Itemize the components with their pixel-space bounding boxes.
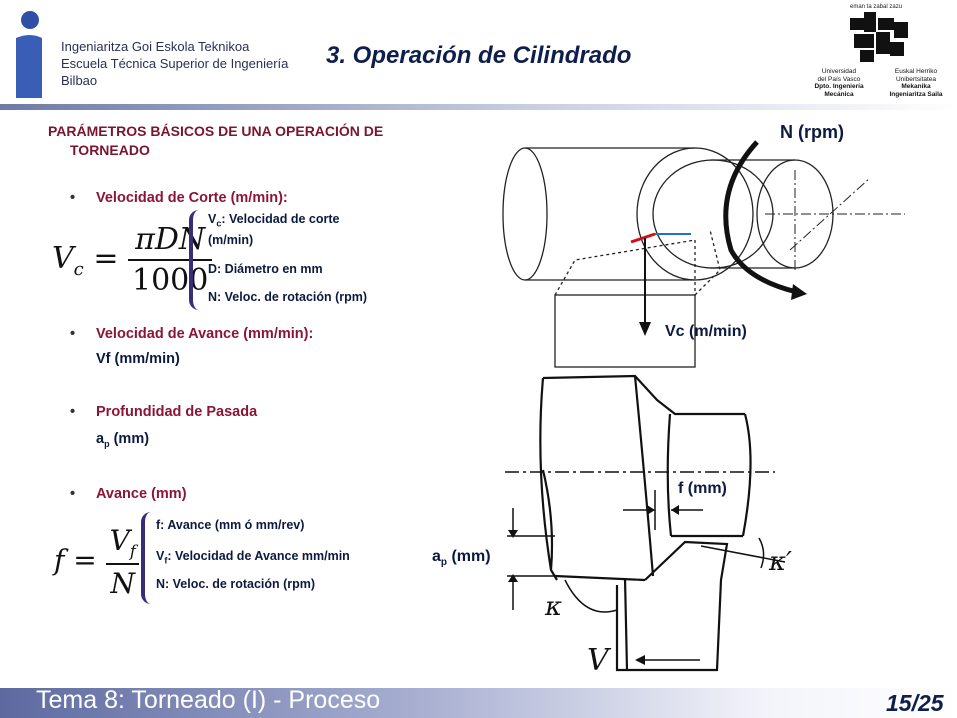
rotation-speed-label: N (rpm) [780,122,844,142]
cutting-edge-red [631,234,655,242]
formula-denominator: 1000 [128,259,212,298]
bullet-feed-speed: • Velocidad de Avance (mm/min): [96,326,313,342]
kr-prime-symbol: κ′ [769,547,792,577]
cutting-speed-arrowhead [639,322,651,336]
def-text: : Velocidad de corte [221,212,340,226]
formula-fraction [106,524,140,600]
def-vc [208,212,339,229]
rotation-arrowhead [791,284,807,300]
feed-speed-value: Vf (mm/min) [96,351,180,367]
tool-holder-top [555,240,695,295]
vf-symbol: V [587,643,609,678]
cutting-speed-label: Vc (m/min) [665,323,747,340]
bullet-cutting-speed: • Velocidad de Corte (m/min): [96,190,288,206]
def-d: D: Diámetro en mm [208,262,323,276]
def-n: N: Veloc. de rotación (rpm) [208,290,368,304]
workpiece-shaft-face-outer [653,160,773,268]
page-number: 15/25 [886,690,944,716]
university-logo [800,2,954,102]
ap-unit: (mm) [109,431,150,447]
depth-of-cut-label [432,548,491,568]
formula-denominator: N [106,563,139,600]
formula-numerator-sub: f [129,541,136,561]
depth-of-cut-value [96,431,149,449]
section-heading-line: PARÁMETROS BÁSICOS DE UNA OPERACIÓN DE [48,123,384,139]
university-name-line: Universidad [821,68,857,75]
school-name-line: Escuela Técnica Superior de Ingeniería [61,56,289,71]
school-name [61,38,288,89]
workpiece-left-profile [540,378,557,580]
formula-numerator [106,524,140,563]
footer-title: Tema 8: Torneado (I) - Proceso [36,686,381,714]
workpiece-shaft-end [743,414,751,536]
university-motto: eman ta zabal zazu [850,4,903,10]
school-logo-mark [8,10,56,100]
kr-prime-arc [759,538,764,568]
kr-arc [565,580,617,612]
slide-title: 3. Operación de Cilindrado [326,42,632,69]
university-name-line: Unibertsitatea [895,75,937,83]
university-name-es [804,68,874,98]
formula-numerator-symbol: V [109,524,130,557]
workpiece-bottom-outline [555,576,645,580]
def-f: f: Avance (mm ó mm/rev) [156,518,305,532]
def-symbol-sub: f [164,555,168,566]
cutting-tool [617,542,727,670]
def-symbol: V [208,212,217,226]
kr-symbol: κ [545,592,563,622]
school-name-line: Bilbao [61,73,98,88]
def-symbol: V [156,549,165,563]
workpiece-cylinder-end [503,148,547,280]
header-divider [0,104,957,110]
university-dept-line: Mecánica [824,90,854,98]
university-emblem-icon [846,12,912,64]
school-name-line: Ingeniaritza Goi Eskola Teknikoa [61,39,250,54]
university-dept-line: Dpto. Ingeniería [814,83,864,90]
ap-symbol-sub: p [104,438,110,449]
turning-geometry-sketch [495,370,815,688]
f-arrow-right [671,505,679,515]
workpiece-shaft-left [668,414,671,536]
ap-symbol-sub: p [440,557,448,569]
def-vc-unit: (m/min) [208,233,254,247]
section-heading [48,122,383,160]
workpiece-top-outline [543,376,745,414]
ap-arrow-top [508,530,518,538]
workpiece-cylinder-edge [525,148,695,280]
school-logo [8,6,288,98]
university-dept-line: Ingeniaritza Saila [889,90,943,98]
bullet-depth-of-cut: • Profundidad de Pasada [96,404,257,420]
university-dept-line: Mekanika [901,83,931,90]
definition-brace [189,210,203,310]
ap-symbol: a [96,431,105,447]
formula-lhs-sub: c [73,259,84,280]
university-name-line: Euskal Herriko [894,68,938,75]
feed-label: f (mm) [678,480,727,497]
university-name-eu [880,68,952,98]
tool-holder-side [695,230,720,295]
cutting-speed-formula: $V_c$ = $\frac{\text{πDN}}{1000}$ [52,222,212,298]
def-n-feed: N: Veloc. de rotación (rpm) [156,577,316,591]
ap-symbol: a [432,548,441,565]
section-heading-line: TORNEADO [70,142,150,158]
formula-lhs: f [54,543,65,577]
feed-direction-arrowhead [635,655,645,665]
definition-brace [141,512,155,604]
formula-lhs: V [52,241,74,276]
ap-arrow-bottom [508,574,518,582]
def-text: : Velocidad de Avance mm/min [167,549,350,563]
feed-formula: f = $\frac{V_f}{N}$ [54,524,140,600]
def-vf [156,549,350,566]
formula-numerator: πDN [135,222,206,257]
university-name-line: del País Vasco [817,75,861,83]
bullet-feed: • Avance (mm) [96,486,187,502]
def-symbol-sub: c [216,218,222,229]
ap-unit: (mm) [447,548,491,565]
f-arrow-left [647,505,655,515]
workpiece-step [635,376,653,576]
tool-edge [625,578,627,670]
